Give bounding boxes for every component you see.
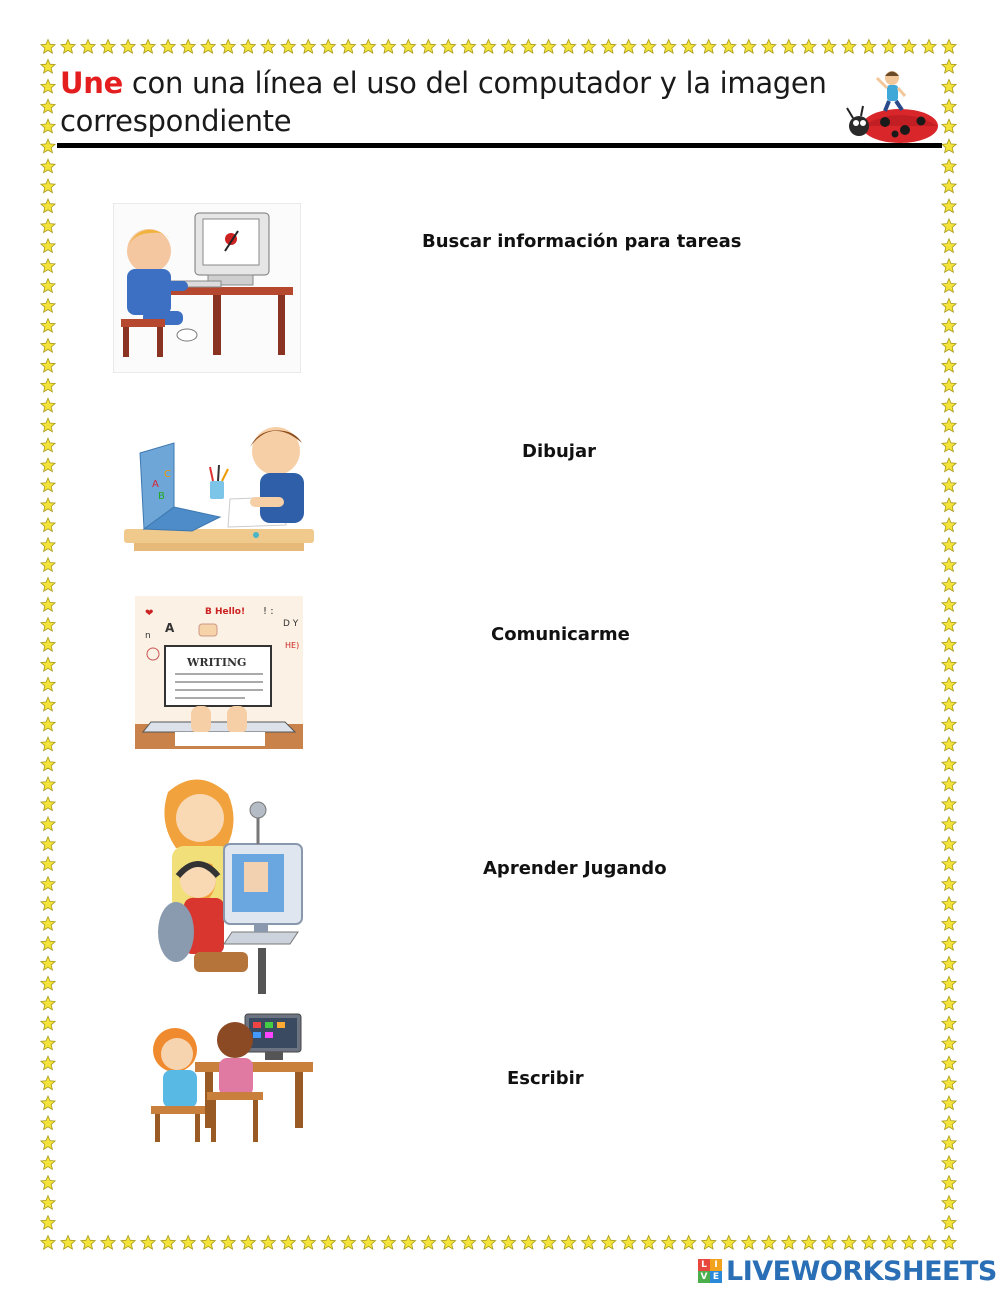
border-star-icon — [942, 239, 956, 253]
border-star-icon — [41, 897, 55, 911]
border-star-icon — [421, 40, 435, 54]
svg-text:A: A — [152, 479, 159, 490]
border-star-icon — [942, 1076, 956, 1090]
border-star-icon — [141, 40, 155, 54]
border-star-icon — [161, 1236, 175, 1250]
border-star-icon — [441, 40, 455, 54]
border-star-icon — [682, 1236, 696, 1250]
svg-text:D Y: D Y — [283, 619, 299, 629]
border-star-icon — [41, 458, 55, 472]
border-star-icon — [41, 259, 55, 273]
border-star-icon — [281, 1236, 295, 1250]
title-keyword: Une — [60, 66, 123, 100]
border-star-icon — [41, 956, 55, 970]
border-star-icon — [942, 418, 956, 432]
border-star-icon — [41, 757, 55, 771]
brand-mark-e: E — [710, 1271, 722, 1283]
border-star-icon — [942, 358, 956, 372]
border-star-icon — [942, 538, 956, 552]
border-star-icon — [942, 1056, 956, 1070]
activity-label-3: Comunicarme — [491, 624, 630, 645]
border-star-icon — [41, 59, 55, 73]
border-star-icon — [942, 518, 956, 532]
border-star-icon — [942, 1156, 956, 1170]
border-star-icon — [942, 976, 956, 990]
border-star-icon — [762, 40, 776, 54]
activity-label-2: Dibujar — [522, 441, 597, 462]
border-star-icon — [181, 1236, 195, 1250]
border-star-icon — [942, 199, 956, 213]
border-star-icon — [902, 1236, 916, 1250]
border-star-icon — [942, 40, 956, 54]
title-divider — [57, 143, 942, 148]
border-star-icon — [541, 1236, 555, 1250]
border-star-icon — [942, 279, 956, 293]
border-star-icon — [41, 299, 55, 313]
border-star-icon — [41, 1056, 55, 1070]
border-star-icon — [942, 757, 956, 771]
border-star-icon — [582, 1236, 596, 1250]
border-star-icon — [521, 40, 535, 54]
border-star-icon — [501, 1236, 515, 1250]
border-star-icon — [41, 1076, 55, 1090]
border-star-icon — [942, 657, 956, 671]
border-star-icon — [381, 40, 395, 54]
border-star-icon — [702, 40, 716, 54]
border-star-icon — [942, 956, 956, 970]
border-star-icon — [41, 1216, 55, 1230]
border-star-icon — [942, 438, 956, 452]
svg-text:n: n — [145, 631, 151, 641]
border-star-icon — [41, 119, 55, 133]
border-star-icon — [41, 139, 55, 153]
border-star-icon — [41, 398, 55, 412]
border-star-icon — [41, 538, 55, 552]
border-star-icon — [41, 598, 55, 612]
border-star-icon — [41, 1036, 55, 1050]
title-instruction: con una línea el uso del computador y la imagen correspondiente — [60, 66, 827, 138]
border-star-icon — [722, 40, 736, 54]
border-star-icon — [942, 219, 956, 233]
border-star-icon — [61, 40, 75, 54]
svg-text:B: B — [158, 491, 165, 502]
border-star-icon — [241, 40, 255, 54]
border-star-icon — [642, 1236, 656, 1250]
activity-label-4: Aprender Jugando — [483, 858, 667, 879]
border-star-icon — [942, 558, 956, 572]
border-star-icon — [201, 40, 215, 54]
border-star-icon — [101, 40, 115, 54]
activity-label-5: Escribir — [507, 1068, 584, 1089]
border-star-icon — [41, 996, 55, 1010]
border-star-icon — [942, 996, 956, 1010]
border-star-icon — [942, 897, 956, 911]
border-star-icon — [201, 1236, 215, 1250]
border-star-icon — [61, 1236, 75, 1250]
border-star-icon — [41, 697, 55, 711]
border-star-icon — [41, 737, 55, 751]
border-star-icon — [842, 1236, 856, 1250]
border-star-icon — [862, 1236, 876, 1250]
two-kids-at-computer-picture[interactable] — [145, 1010, 315, 1146]
border-star-icon — [742, 40, 756, 54]
brand-mark-l: L — [698, 1259, 710, 1271]
border-star-icon — [181, 40, 195, 54]
border-star-icon — [882, 1236, 896, 1250]
border-star-icon — [81, 40, 95, 54]
border-star-icon — [942, 398, 956, 412]
border-star-icon — [922, 40, 936, 54]
border-star-icon — [41, 478, 55, 492]
border-star-icon — [942, 937, 956, 951]
border-star-icon — [141, 1236, 155, 1250]
activity-label-1: Buscar información para tareas — [422, 231, 742, 252]
border-star-icon — [942, 837, 956, 851]
page-title — [60, 64, 850, 140]
svg-text:B Hello!: B Hello! — [205, 607, 246, 617]
border-star-icon — [942, 378, 956, 392]
border-star-icon — [41, 279, 55, 293]
border-star-icon — [261, 1236, 275, 1250]
border-star-icon — [41, 1096, 55, 1110]
border-star-icon — [41, 817, 55, 831]
border-star-icon — [41, 777, 55, 791]
border-star-icon — [41, 40, 55, 54]
border-star-icon — [401, 40, 415, 54]
border-star-icon — [41, 937, 55, 951]
border-star-icon — [41, 319, 55, 333]
border-star-icon — [942, 1196, 956, 1210]
border-star-icon — [942, 677, 956, 691]
svg-text:A: A — [165, 621, 175, 635]
border-star-icon — [782, 1236, 796, 1250]
border-star-icon — [41, 857, 55, 871]
boy-with-laptop-picture[interactable] — [100, 417, 338, 559]
brand-mark-icon — [698, 1259, 722, 1283]
border-star-icon — [41, 677, 55, 691]
border-star-icon — [341, 1236, 355, 1250]
border-star-icon — [321, 1236, 335, 1250]
border-star-icon — [622, 40, 636, 54]
border-star-icon — [41, 159, 55, 173]
border-star-icon — [822, 1236, 836, 1250]
border-star-icon — [942, 498, 956, 512]
border-star-icon — [41, 917, 55, 931]
border-star-icon — [942, 1136, 956, 1150]
border-star-icon — [942, 717, 956, 731]
border-star-icon — [942, 259, 956, 273]
border-star-icon — [942, 339, 956, 353]
border-star-icon — [41, 518, 55, 532]
border-star-icon — [902, 40, 916, 54]
border-star-icon — [301, 40, 315, 54]
border-star-icon — [41, 79, 55, 93]
border-star-icon — [942, 618, 956, 632]
border-star-icon — [481, 1236, 495, 1250]
border-star-icon — [41, 418, 55, 432]
border-star-icon — [942, 1116, 956, 1130]
border-star-icon — [782, 40, 796, 54]
svg-text:❤: ❤ — [145, 608, 154, 619]
border-star-icon — [121, 1236, 135, 1250]
border-star-icon — [882, 40, 896, 54]
border-star-icon — [942, 1036, 956, 1050]
border-star-icon — [802, 1236, 816, 1250]
border-star-icon — [41, 1156, 55, 1170]
border-star-icon — [942, 797, 956, 811]
border-star-icon — [702, 1236, 716, 1250]
border-star-icon — [221, 40, 235, 54]
border-star-icon — [41, 1016, 55, 1030]
border-star-icon — [942, 1216, 956, 1230]
border-star-icon — [942, 1236, 956, 1250]
border-star-icon — [81, 1236, 95, 1250]
border-star-icon — [241, 1236, 255, 1250]
border-star-icon — [361, 1236, 375, 1250]
svg-text:C: C — [164, 469, 171, 480]
border-star-icon — [942, 478, 956, 492]
border-star-icon — [41, 498, 55, 512]
border-star-icon — [642, 40, 656, 54]
border-star-icon — [41, 1176, 55, 1190]
brand-mark-i: I — [710, 1259, 722, 1271]
border-star-icon — [922, 1236, 936, 1250]
border-star-icon — [301, 1236, 315, 1250]
ladybug-icon — [845, 64, 945, 144]
border-star-icon — [401, 1236, 415, 1250]
border-star-icon — [942, 697, 956, 711]
border-star-icon — [41, 378, 55, 392]
svg-text:HE): HE) — [285, 641, 300, 650]
border-star-icon — [942, 1016, 956, 1030]
border-star-icon — [942, 737, 956, 751]
border-star-icon — [41, 1196, 55, 1210]
border-star-icon — [381, 1236, 395, 1250]
border-star-icon — [622, 1236, 636, 1250]
border-star-icon — [441, 1236, 455, 1250]
border-star-icon — [541, 40, 555, 54]
brand-name: LIVEWORKSHEETS — [726, 1255, 997, 1287]
border-star-icon — [942, 598, 956, 612]
border-star-icon — [942, 638, 956, 652]
border-star-icon — [41, 618, 55, 632]
border-star-icon — [942, 299, 956, 313]
border-star-icon — [942, 877, 956, 891]
border-star-icon — [421, 1236, 435, 1250]
border-star-icon — [41, 199, 55, 213]
border-star-icon — [762, 1236, 776, 1250]
border-star-icon — [41, 837, 55, 851]
border-star-icon — [41, 99, 55, 113]
border-star-icon — [842, 40, 856, 54]
border-star-icon — [942, 1176, 956, 1190]
border-star-icon — [862, 40, 876, 54]
border-star-icon — [41, 638, 55, 652]
brand-mark-v: V — [698, 1271, 710, 1283]
border-star-icon — [942, 917, 956, 931]
svg-text:WRITING: WRITING — [187, 656, 247, 669]
border-star-icon — [582, 40, 596, 54]
border-star-icon — [942, 458, 956, 472]
border-star-icon — [942, 817, 956, 831]
border-star-icon — [461, 40, 475, 54]
border-star-icon — [101, 1236, 115, 1250]
border-star-icon — [41, 339, 55, 353]
teacher-and-child-computer-picture[interactable] — [148, 772, 310, 997]
border-star-icon — [561, 1236, 575, 1250]
border-star-icon — [41, 438, 55, 452]
border-star-icon — [341, 40, 355, 54]
border-star-icon — [121, 40, 135, 54]
border-star-icon — [942, 777, 956, 791]
border-star-icon — [41, 239, 55, 253]
border-star-icon — [521, 1236, 535, 1250]
boy-at-computer-picture[interactable] — [113, 203, 301, 373]
border-star-icon — [41, 877, 55, 891]
border-star-icon — [942, 179, 956, 193]
border-star-icon — [41, 717, 55, 731]
border-star-icon — [561, 40, 575, 54]
border-star-icon — [41, 976, 55, 990]
border-star-icon — [41, 1116, 55, 1130]
border-star-icon — [742, 1236, 756, 1250]
border-star-icon — [822, 40, 836, 54]
border-star-icon — [942, 319, 956, 333]
svg-text:! :: ! : — [263, 606, 274, 617]
border-star-icon — [41, 219, 55, 233]
border-star-icon — [942, 159, 956, 173]
border-star-icon — [41, 1236, 55, 1250]
border-star-icon — [682, 40, 696, 54]
border-star-icon — [802, 40, 816, 54]
border-star-icon — [942, 857, 956, 871]
writing-laptop-picture[interactable] — [135, 596, 303, 749]
border-star-icon — [481, 40, 495, 54]
border-star-icon — [942, 1096, 956, 1110]
border-star-icon — [41, 578, 55, 592]
border-star-icon — [41, 358, 55, 372]
border-star-icon — [722, 1236, 736, 1250]
border-star-icon — [501, 40, 515, 54]
border-star-icon — [41, 179, 55, 193]
border-star-icon — [281, 40, 295, 54]
border-star-icon — [221, 1236, 235, 1250]
border-star-icon — [942, 578, 956, 592]
border-star-icon — [41, 558, 55, 572]
border-star-icon — [161, 40, 175, 54]
border-star-icon — [602, 1236, 616, 1250]
border-star-icon — [321, 40, 335, 54]
border-star-icon — [662, 1236, 676, 1250]
border-star-icon — [41, 1136, 55, 1150]
border-star-icon — [41, 657, 55, 671]
border-star-icon — [662, 40, 676, 54]
border-star-icon — [461, 1236, 475, 1250]
liveworksheets-logo — [698, 1256, 997, 1286]
border-star-icon — [261, 40, 275, 54]
border-star-icon — [41, 797, 55, 811]
border-star-icon — [361, 40, 375, 54]
border-star-icon — [602, 40, 616, 54]
